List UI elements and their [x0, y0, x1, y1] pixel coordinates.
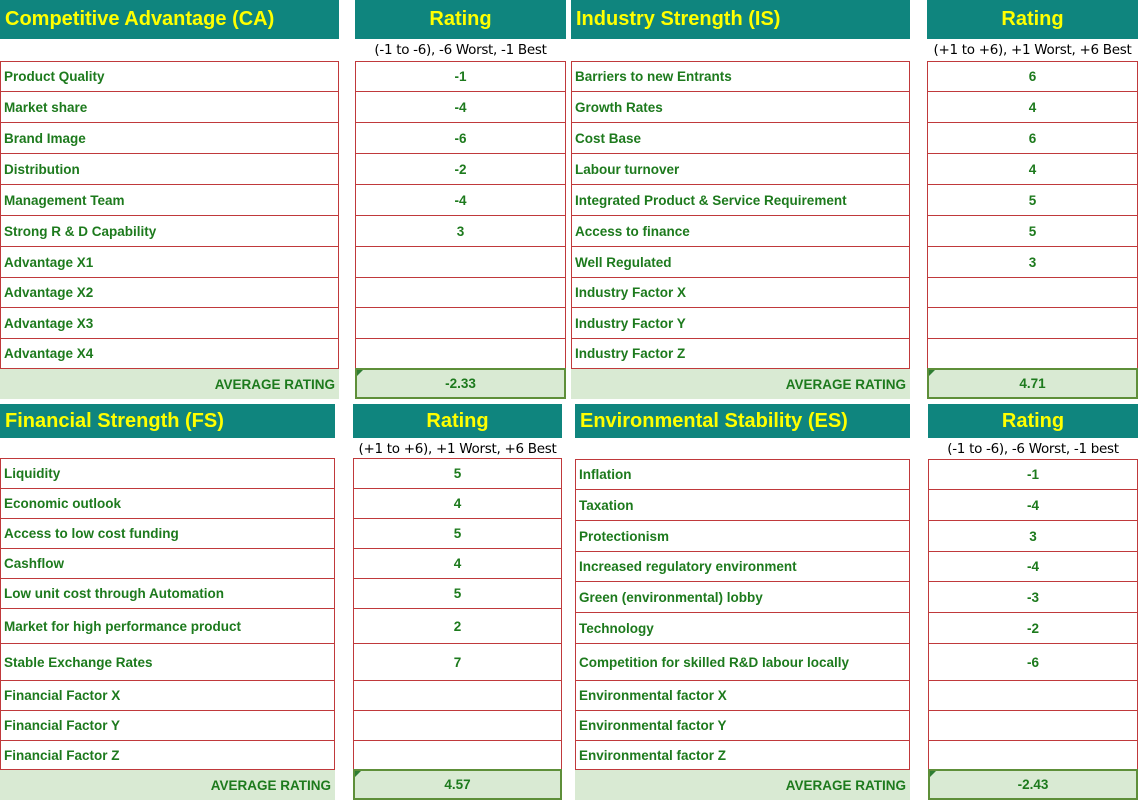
es-row-7-value[interactable]: -6 — [928, 643, 1138, 681]
fs-row-5-value[interactable]: 5 — [353, 578, 562, 609]
is-row-5-value[interactable]: 5 — [927, 184, 1138, 216]
is-row-3-label[interactable]: Cost Base — [571, 122, 910, 154]
ca-row-7-label[interactable]: Advantage X1 — [0, 246, 339, 278]
fs-row-2-label[interactable]: Economic outlook — [0, 488, 335, 519]
es-row-5-label[interactable]: Green (environmental) lobby — [575, 581, 910, 613]
ca-row-6-label[interactable]: Strong R & D Capability — [0, 215, 339, 247]
es-row-10-label[interactable]: Environmental factor Z — [575, 740, 910, 770]
ca-row-8-value[interactable] — [355, 277, 566, 308]
fs-row-5-label[interactable]: Low unit cost through Automation — [0, 578, 335, 609]
is-row-9-value[interactable] — [927, 307, 1138, 339]
is-row-4-value[interactable]: 4 — [927, 153, 1138, 185]
es-row-9-label[interactable]: Environmental factor Y — [575, 710, 910, 741]
is-row-8-label[interactable]: Industry Factor X — [571, 277, 910, 308]
ca-row-6-value[interactable]: 3 — [355, 215, 566, 247]
is-row-6-value[interactable]: 5 — [927, 215, 1138, 247]
ca-row-4-label[interactable]: Distribution — [0, 153, 339, 185]
ca-scale: (-1 to -6), -6 Worst, -1 Best — [374, 42, 547, 58]
fs-row-1-label[interactable]: Liquidity — [0, 458, 335, 489]
es-row-4-label[interactable]: Increased regulatory environment — [575, 551, 910, 582]
is-rating-header: Rating — [927, 0, 1138, 39]
ca-row-2-label[interactable]: Market share — [0, 91, 339, 123]
is-row-6-label[interactable]: Access to finance — [571, 215, 910, 247]
fs-row-4-value[interactable]: 4 — [353, 548, 562, 579]
es-average-value[interactable]: -2.43 — [928, 769, 1138, 800]
fs-row-9-value[interactable] — [353, 710, 562, 741]
es-row-3-value[interactable]: 3 — [928, 520, 1138, 552]
es-row-2-label[interactable]: Taxation — [575, 489, 910, 521]
fs-title: Financial Strength (FS) — [0, 404, 335, 438]
ca-row-9-label[interactable]: Advantage X3 — [0, 307, 339, 339]
is-row-3-value[interactable]: 6 — [927, 122, 1138, 154]
es-row-8-label[interactable]: Environmental factor X — [575, 680, 910, 711]
is-row-9-label[interactable]: Industry Factor Y — [571, 307, 910, 339]
is-row-4-label[interactable]: Labour turnover — [571, 153, 910, 185]
is-row-2-label[interactable]: Growth Rates — [571, 91, 910, 123]
is-row-7-label[interactable]: Well Regulated — [571, 246, 910, 278]
ca-row-1-label[interactable]: Product Quality — [0, 61, 339, 92]
ca-row-4-value[interactable]: -2 — [355, 153, 566, 185]
ca-row-3-value[interactable]: -6 — [355, 122, 566, 154]
fs-average-value[interactable]: 4.57 — [353, 769, 562, 800]
fs-row-9-label[interactable]: Financial Factor Y — [0, 710, 335, 741]
ca-row-1-value[interactable]: -1 — [355, 61, 566, 92]
ca-row-7-value[interactable] — [355, 246, 566, 278]
is-row-1-value[interactable]: 6 — [927, 61, 1138, 92]
es-row-6-value[interactable]: -2 — [928, 612, 1138, 644]
es-title: Environmental Stability (ES) — [575, 404, 910, 438]
ca-rating-header: Rating — [355, 0, 566, 39]
fs-rating-header: Rating — [353, 404, 562, 438]
ca-row-2-value[interactable]: -4 — [355, 91, 566, 123]
es-row-2-value[interactable]: -4 — [928, 489, 1138, 521]
is-average-value[interactable]: 4.71 — [927, 368, 1138, 399]
is-title: Industry Strength (IS) — [571, 0, 910, 39]
is-row-2-value[interactable]: 4 — [927, 91, 1138, 123]
es-scale: (-1 to -6), -6 Worst, -1 best — [947, 441, 1119, 457]
fs-row-2-value[interactable]: 4 — [353, 488, 562, 519]
fs-row-8-value[interactable] — [353, 680, 562, 711]
is-row-5-label[interactable]: Integrated Product & Service Requirement — [571, 184, 910, 216]
es-row-7-label[interactable]: Competition for skilled R&D labour locally — [575, 643, 910, 681]
fs-row-8-label[interactable]: Financial Factor X — [0, 680, 335, 711]
es-row-3-label[interactable]: Protectionism — [575, 520, 910, 552]
ca-row-10-label[interactable]: Advantage X4 — [0, 338, 339, 369]
fs-row-7-value[interactable]: 7 — [353, 643, 562, 681]
is-row-8-value[interactable] — [927, 277, 1138, 308]
fs-row-6-label[interactable]: Market for high performance product — [0, 608, 335, 644]
is-average-label: AVERAGE RATING — [571, 369, 910, 399]
fs-row-10-value[interactable] — [353, 740, 562, 770]
is-row-10-value[interactable] — [927, 338, 1138, 369]
es-row-6-label[interactable]: Technology — [575, 612, 910, 644]
ca-row-5-label[interactable]: Management Team — [0, 184, 339, 216]
is-row-10-label[interactable]: Industry Factor Z — [571, 338, 910, 369]
fs-average-label: AVERAGE RATING — [0, 770, 335, 800]
fs-row-4-label[interactable]: Cashflow — [0, 548, 335, 579]
es-row-1-value[interactable]: -1 — [928, 459, 1138, 490]
fs-row-3-label[interactable]: Access to low cost funding — [0, 518, 335, 549]
es-average-label: AVERAGE RATING — [575, 770, 910, 800]
fs-row-10-label[interactable]: Financial Factor Z — [0, 740, 335, 770]
es-row-5-value[interactable]: -3 — [928, 581, 1138, 613]
ca-average-value[interactable]: -2.33 — [355, 368, 566, 399]
is-scale: (+1 to +6), +1 Worst, +6 Best — [933, 42, 1132, 58]
es-rating-header: Rating — [928, 404, 1138, 438]
es-row-10-value[interactable] — [928, 740, 1138, 770]
es-row-9-value[interactable] — [928, 710, 1138, 741]
is-row-7-value[interactable]: 3 — [927, 246, 1138, 278]
fs-row-7-label[interactable]: Stable Exchange Rates — [0, 643, 335, 681]
ca-title: Competitive Advantage (CA) — [0, 0, 339, 39]
is-row-1-label[interactable]: Barriers to new Entrants — [571, 61, 910, 92]
ca-row-3-label[interactable]: Brand Image — [0, 122, 339, 154]
ca-average-label: AVERAGE RATING — [0, 369, 339, 399]
es-row-8-value[interactable] — [928, 680, 1138, 711]
fs-row-1-value[interactable]: 5 — [353, 458, 562, 489]
ca-row-9-value[interactable] — [355, 307, 566, 339]
ca-row-10-value[interactable] — [355, 338, 566, 369]
ca-row-8-label[interactable]: Advantage X2 — [0, 277, 339, 308]
es-row-4-value[interactable]: -4 — [928, 551, 1138, 582]
fs-row-3-value[interactable]: 5 — [353, 518, 562, 549]
fs-scale: (+1 to +6), +1 Worst, +6 Best — [358, 441, 557, 457]
es-row-1-label[interactable]: Inflation — [575, 459, 910, 490]
ca-row-5-value[interactable]: -4 — [355, 184, 566, 216]
fs-row-6-value[interactable]: 2 — [353, 608, 562, 644]
